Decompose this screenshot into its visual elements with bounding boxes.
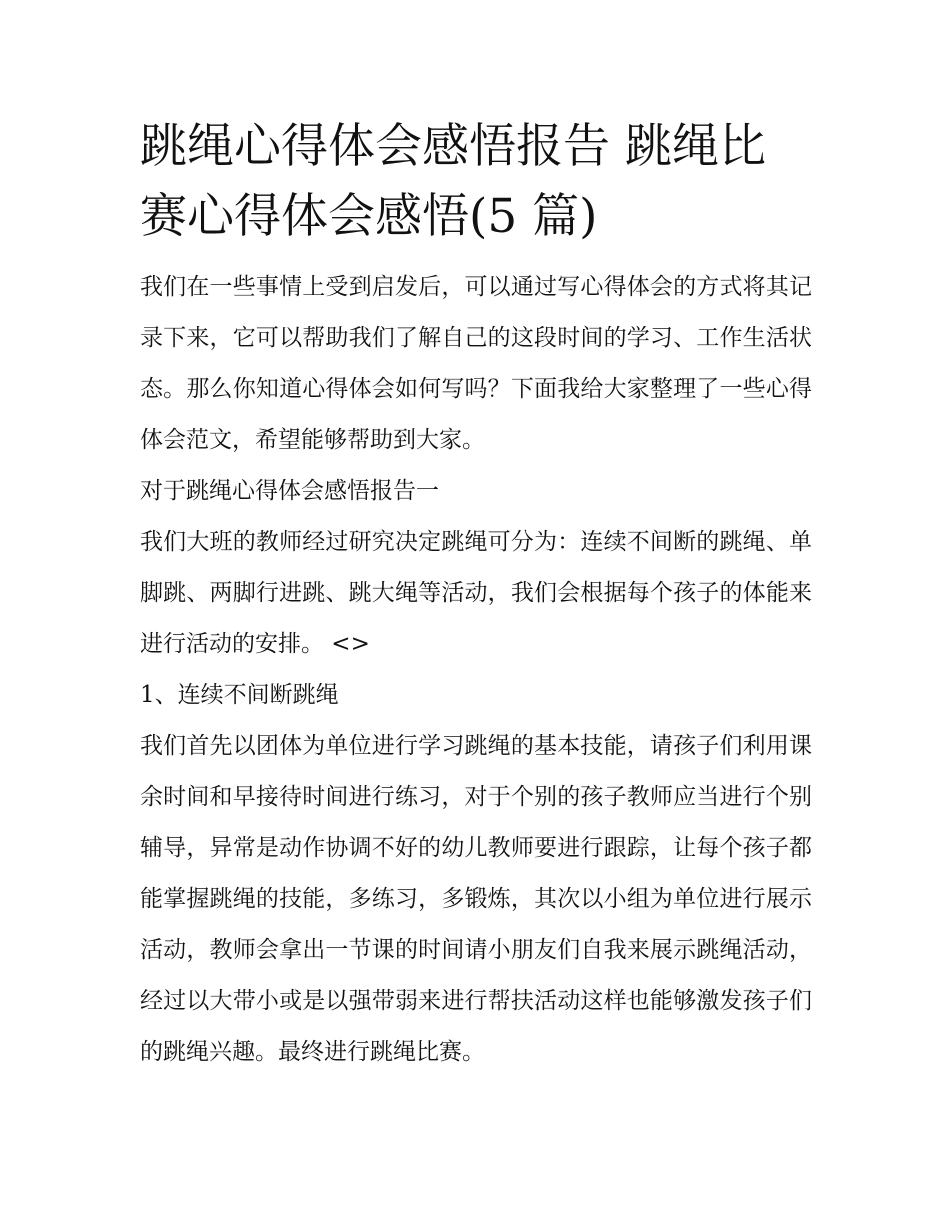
subheading-continuous-jump: 1、连续不间断跳绳	[140, 682, 339, 708]
document-body	[140, 262, 812, 1078]
document-title: 跳绳心得体会感悟报告 跳绳比赛心得体会感悟(5 篇)	[140, 119, 766, 244]
paragraph-activities: 我们大班的教师经过研究决定跳绳可分为：连续不间断的跳绳、单脚跳、两脚行进跳、跳大绳等活动，我们会根据每个孩子的体能来进行活动的安排。 <>	[140, 529, 812, 657]
paragraph-intro: 我们在一些事情上受到启发后，可以通过写心得体会的方式将其记录下来，它可以帮助我们了解自己的这段时间的学习、工作生活状态。那么你知道心得体会如何写吗？下面我给大家整理了一些心得体会范文，希望能够帮助到大家。	[140, 274, 812, 453]
document-page	[140, 112, 812, 1078]
section-heading: 对于跳绳心得体会感悟报告一	[140, 478, 439, 504]
paragraph-practice: 我们首先以团体为单位进行学习跳绳的基本技能，请孩子们利用课余时间和早接待时间进行练习，对于个别的孩子教师应当进行个别辅导，异常是动作协调不好的幼儿教师要进行跟踪，让每个孩子都能掌握跳绳的技能，多练习，多锻炼，其次以小组为单位进行展示活动，教师会拿出一节课的时间请小朋友们自我来展示跳绳活动，经过以大带小或是以强带弱来进行帮扶活动这样也能够激发孩子们的跳绳兴趣。最终进行跳绳比赛。	[140, 733, 812, 1065]
